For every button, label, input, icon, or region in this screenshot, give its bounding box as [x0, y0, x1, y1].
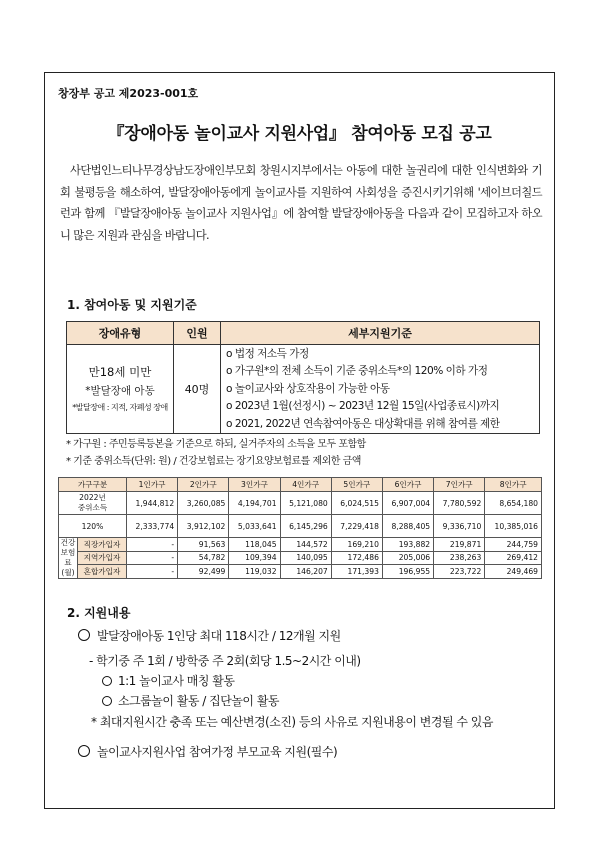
criteria-header-row	[67, 322, 540, 345]
income-header-cell: 5인가구	[331, 478, 382, 492]
health-value: 119,032	[229, 565, 280, 579]
note-median-income: * 기준 중위소득(단위: 원) / 건강보험료는 장기요양보험료를 제외한 금액	[66, 455, 361, 467]
median-income-row	[59, 492, 542, 515]
circle-bullet-icon	[78, 745, 90, 757]
median-value: 1,944,812	[126, 492, 177, 515]
median-label-text: 중위소득	[77, 503, 108, 512]
median-value: 5,121,080	[280, 492, 331, 515]
median-value: 6,907,004	[382, 492, 433, 515]
income-header-row	[59, 478, 542, 492]
health-row-label: 지역가입자	[78, 551, 127, 565]
circle-bullet-icon	[102, 696, 112, 706]
category-age: 만18세 미만	[88, 365, 152, 380]
income-header-cell: 2인가구	[178, 478, 229, 492]
income-table	[58, 477, 542, 579]
activity-item-1-text: 1:1 놀이교사 매칭 활동	[118, 674, 235, 688]
income-header-cell: 8인가구	[485, 478, 542, 492]
health-value: 118,045	[229, 538, 280, 552]
health-value: 223,722	[434, 565, 485, 579]
median-label-cell	[59, 492, 127, 515]
pct120-row	[59, 515, 542, 538]
health-value: -	[126, 565, 177, 579]
intro-paragraph: 사단법인느티나무경상남도장애인부모회 창원시지부에서는 아동에 대한 놀권리에 대한 인식변화와 기회 불평등을 해소하여, 발달장애아동에게 놀이교사를 지원하여 사회성을 증진시키기위해 '세이브더칠드런과 함께 『발달장애아동 놀이교사 지원사업』에 참여할 발달장애아동을 다음과 같이 모집하고자 하오니 많은 지원과 관심을 바랍니다.	[60, 164, 542, 243]
median-label-year: 2022년	[79, 493, 106, 502]
health-value: 244,759	[485, 538, 542, 552]
health-value: 172,486	[331, 551, 382, 565]
pct120-value: 3,912,102	[178, 515, 229, 538]
header-criteria: 세부지원기준	[221, 322, 540, 345]
health-value: 269,412	[485, 551, 542, 565]
support-sub-1: - 학기중 주 1회 / 방학중 주 2회(회당 1.5~2시간 이내)	[89, 654, 361, 668]
category-cell	[67, 345, 174, 434]
pct120-value: 7,229,418	[331, 515, 382, 538]
income-header-cell: 7인가구	[434, 478, 485, 492]
income-header-cell: 6인가구	[382, 478, 433, 492]
health-value: 144,572	[280, 538, 331, 552]
criteria-row	[67, 345, 540, 434]
median-value: 4,194,701	[229, 492, 280, 515]
note-household: * 가구원 : 주민등록등본을 기준으로 하되, 실거주자의 소득을 모두 포함함	[66, 439, 366, 450]
section-2-heading: 2. 지원내용	[67, 606, 131, 620]
health-value: 169,210	[331, 538, 382, 552]
activity-item-2-text: 소그룹놀이 활동 / 집단놀이 활동	[118, 694, 279, 708]
health-value: 171,393	[331, 565, 382, 579]
header-disability-type: 장애유형	[67, 322, 174, 345]
support-item-1	[78, 627, 341, 644]
pct120-label: 120%	[59, 515, 127, 538]
pct120-value: 5,033,641	[229, 515, 280, 538]
median-value: 8,654,180	[485, 492, 542, 515]
health-value: 238,263	[434, 551, 485, 565]
health-value: 249,469	[485, 565, 542, 579]
support-note: * 최대지원시간 충족 또는 예산변경(소진) 등의 사유로 지원내용이 변경될 수 있음	[91, 715, 493, 729]
health-row-label: 혼합가입자	[78, 565, 127, 579]
income-header-cell: 가구구분	[59, 478, 127, 492]
notice-number: 창장부 공고 제2023-001호	[58, 87, 199, 100]
criteria-item: o 가구원*의 전체 소득이 기준 중위소득*의 120% 이하 가정	[226, 365, 488, 378]
section-1-heading: 1. 참여아동 및 지원기준	[67, 298, 197, 312]
support-item-1-text: 발달장애아동 1인당 최대 118시간 / 12개월 지원	[97, 629, 341, 643]
income-header-cell: 1인가구	[126, 478, 177, 492]
health-value: 193,882	[382, 538, 433, 552]
criteria-item: o 2023년 1월(선정시) ~ 2023년 12월 15일(사업종료시)까지	[226, 400, 500, 413]
health-value: 92,499	[178, 565, 229, 579]
health-value: -	[126, 551, 177, 565]
pct120-value: 2,333,774	[126, 515, 177, 538]
income-header-cell: 3인가구	[229, 478, 280, 492]
criteria-notes	[66, 437, 366, 470]
health-value: 91,563	[178, 538, 229, 552]
median-value: 7,780,592	[434, 492, 485, 515]
pct120-value: 9,336,710	[434, 515, 485, 538]
health-row-regional	[59, 551, 542, 565]
page-title: 『장애아동 놀이교사 지원사업』 참여아동 모집 공고	[107, 124, 492, 144]
income-header-cell: 4인가구	[280, 478, 331, 492]
health-row-label: 직장가입자	[78, 538, 127, 552]
health-row-employee	[59, 538, 542, 552]
health-value: -	[126, 538, 177, 552]
pct120-value: 8,288,405	[382, 515, 433, 538]
circle-bullet-icon	[102, 676, 112, 686]
activity-item-2	[102, 692, 279, 709]
count-cell: 40명	[174, 345, 221, 434]
support-item-2	[78, 743, 337, 760]
health-value: 219,871	[434, 538, 485, 552]
criteria-table	[66, 321, 540, 434]
health-value: 54,782	[178, 551, 229, 565]
health-label: 건강 보험료 (월)	[59, 538, 78, 579]
median-value: 6,024,515	[331, 492, 382, 515]
support-item-2-text: 놀이교사지원사업 참여가정 부모교육 지원(필수)	[97, 745, 338, 759]
criteria-item: o 법정 저소득 가정	[226, 348, 309, 360]
category-type: *발달장애 아동	[85, 385, 155, 398]
pct120-value: 6,145,296	[280, 515, 331, 538]
health-value: 140,095	[280, 551, 331, 565]
activity-item-1	[102, 672, 235, 689]
health-value: 205,006	[382, 551, 433, 565]
health-row-mixed	[59, 565, 542, 579]
header-count: 인원	[174, 322, 221, 345]
health-value: 109,394	[229, 551, 280, 565]
circle-bullet-icon	[78, 629, 90, 641]
health-value: 196,955	[382, 565, 433, 579]
criteria-list	[221, 345, 540, 434]
pct120-value: 10,385,016	[485, 515, 542, 538]
median-value: 3,260,085	[178, 492, 229, 515]
health-value: 146,207	[280, 565, 331, 579]
criteria-item: o 2021, 2022년 연속참여아동은 대상확대를 위해 참여를 제한	[226, 417, 500, 430]
criteria-item: o 놀이교사와 상호작용이 가능한 아동	[226, 382, 390, 395]
category-note: *발달장애 : 지적, 자폐성 장애	[72, 403, 168, 413]
